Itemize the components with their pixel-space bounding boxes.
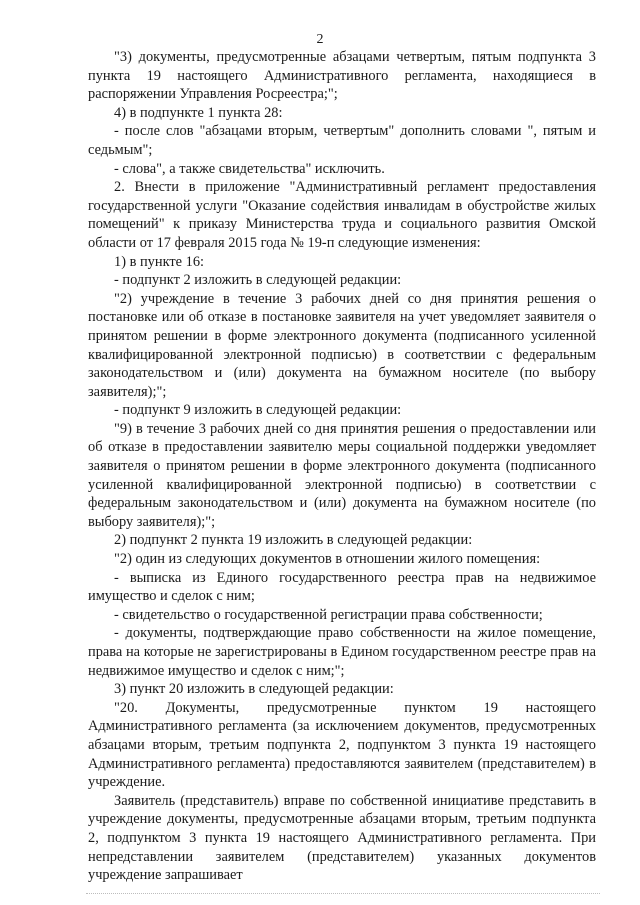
paragraph: "2) учреждение в течение 3 рабочих дней со дня принятия решения о постановке или об отказе в постановке заявителя на учет уведомляет заявителя о принятом решении в форме электронного документа (подписанного усиленной квалифицированной электронной подписью) в соответствии с федеральным законодательством и (или) документа на бумажном носителе (по выбору заявителя);";	[88, 290, 596, 400]
paragraph: "3) документы, предусмотренные абзацами четвертым, пятым подпункта 3 пункта 19 настоящего Административного регламента, находящиеся в распоряжении Управления Росреестра;";	[88, 49, 596, 103]
paragraph: "20. Документы, предусмотренные пунктом 19 настоящего Административного регламента (за исключением документов, предусмотренных абзацами вторым, третьим подпункта 2, подпунктом 3 пункта 19 настоящего Административного регламента) предоставляются заявителем (представителем) в учреждение.	[88, 699, 596, 791]
document-body	[88, 48, 596, 885]
paragraph: - выписка из Единого государственного реестра прав на недвижимое имущество и сделок с ним;	[88, 569, 596, 605]
page-number: 2	[316, 32, 324, 47]
paragraph: 2) подпункт 2 пункта 19 изложить в следующей редакции:	[114, 532, 473, 549]
paragraph: - документы, подтверждающие право собственности на жилое помещение, права на которые не зарегистрированы в Едином государственном реестре прав на недвижимое имущество и сделок с ним;";	[88, 625, 596, 679]
paragraph: 1) в пункте 16:	[114, 253, 205, 270]
paragraph: Заявитель (представитель) вправе по собственной инициативе представить в учреждение документы, предусмотренные абзацами вторым, третьим подпункта 2, подпунктом 3 пункта 19 настоящего Административного регламента. При непредставлении заявителем (представителем) указанных документов учреждение запрашивает	[88, 792, 596, 884]
paragraph: - подпункт 9 изложить в следующей редакции:	[114, 402, 402, 419]
paragraph: 2. Внести в приложение "Административный регламент предоставления государственной услуги "Оказание содействия инвалидам в обустройстве жилых помещений" к приказу Министерства труда и социального развития Омской области от 17 февраля 2015 года № 19-п следующие изменения:	[88, 179, 596, 251]
paragraph: 4) в подпункте 1 пункта 28:	[114, 104, 283, 121]
paragraph: "9) в течение 3 рабочих дней со дня принятия решения о предоставлении или об отказе в предоставлении заявителю меры социальной поддержки уведомляет заявителя о принятом решении в форме электронного документа (подписанного усиленной квалифицированной электронной подписью) в соответствии с федеральным законодательством и (или) документа на бумажном носителе (по выбору заявителя);";	[88, 420, 596, 530]
paragraph: - свидетельство о государственной регистрации права собственности;	[114, 606, 543, 623]
paragraph: 3) пункт 20 изложить в следующей редакции:	[114, 681, 394, 698]
paragraph: - слова", а также свидетельства" исключить.	[114, 160, 385, 177]
page-bottom-divider	[86, 893, 600, 894]
paragraph: - подпункт 2 изложить в следующей редакции:	[114, 272, 402, 289]
paragraph: - после слов "абзацами вторым, четвертым" дополнить словами ", пятым и седьмым";	[88, 123, 596, 158]
paragraph: "2) один из следующих документов в отношении жилого помещения:	[114, 551, 541, 568]
